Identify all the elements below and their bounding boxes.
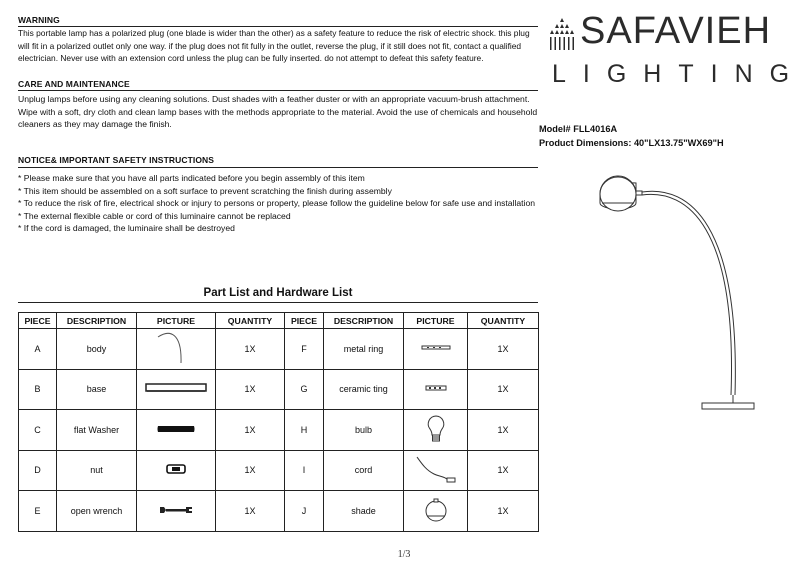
header-description: DESCRIPTION: [57, 313, 137, 329]
table-row: [19, 491, 539, 532]
header-piece: PIECE: [19, 313, 57, 329]
piece-cell: G: [285, 369, 324, 410]
nut-icon: [166, 464, 186, 474]
piece-cell: B: [19, 369, 57, 410]
base-icon: [145, 382, 207, 394]
bulb-icon: [426, 414, 446, 444]
table-header-row: [19, 313, 539, 329]
parts-title-divider: [18, 302, 538, 303]
picture-cell: [137, 329, 216, 370]
notice-item: * The external flexible cable or cord of this luminaire cannot be replaced: [18, 210, 291, 221]
arc-body-icon: [156, 331, 196, 365]
care-divider: [18, 90, 538, 91]
description-cell: bulb: [324, 410, 404, 451]
metal-ring-icon: [421, 344, 451, 352]
notice-item: * If the cord is damaged, the luminaire shall be destroyed: [18, 223, 235, 234]
description-cell: body: [57, 329, 137, 370]
brand-name: SAFAVIEH: [580, 10, 772, 52]
picture-cell: [137, 369, 216, 410]
table-row: [19, 450, 539, 491]
open-wrench-icon: [158, 504, 194, 516]
parts-table-title: Part List and Hardware List: [203, 287, 353, 299]
quantity-cell: 1X: [468, 329, 539, 370]
description-cell: nut: [57, 450, 137, 491]
piece-cell: D: [19, 450, 57, 491]
picture-cell: [404, 369, 468, 410]
notice-item: * Please make sure that you have all parts indicated before you begin assembly of this item: [18, 173, 365, 183]
piece-cell: I: [285, 450, 324, 491]
picture-cell: [404, 450, 468, 491]
piece-cell: E: [19, 491, 57, 532]
table-row: [19, 410, 539, 451]
quantity-cell: 1X: [216, 410, 285, 451]
piece-cell: F: [285, 329, 324, 370]
picture-cell: [137, 450, 216, 491]
piece-cell: A: [19, 329, 57, 370]
header-description: DESCRIPTION: [324, 313, 404, 329]
ceramic-ring-icon: [425, 384, 447, 392]
piece-cell: C: [19, 410, 57, 451]
quantity-cell: 1X: [468, 369, 539, 410]
quantity-cell: 1X: [216, 329, 285, 370]
quantity-cell: 1X: [216, 450, 285, 491]
description-cell: flat Washer: [57, 410, 137, 451]
description-cell: open wrench: [57, 491, 137, 532]
notice-item: * This item should be assembled on a soft surface to prevent scratching the finish during assembly: [18, 185, 392, 196]
description-cell: base: [57, 369, 137, 410]
piece-cell: J: [285, 491, 324, 532]
product-dimensions: Product Dimensions: 40"LX13.75"WX69"H: [539, 138, 724, 148]
care-title: CARE AND MAINTENANCE: [18, 79, 130, 89]
description-cell: cord: [324, 450, 404, 491]
notice-list: [18, 172, 536, 235]
chandelier-logo-icon: [547, 16, 577, 52]
table-row: [19, 329, 539, 370]
header-picture: PICTURE: [137, 313, 216, 329]
header-picture: PICTURE: [404, 313, 468, 329]
parts-table: [18, 312, 539, 532]
shade-icon: [424, 497, 448, 523]
brand-sub: LIGHTING: [552, 60, 807, 88]
arc-floor-lamp-illustration: [590, 165, 770, 415]
care-text: Unplug lamps before using any cleaning solutions. Dust shades with a feather duster or with an appropriate vacuum-brush attachment. Wipe with a soft, dry cloth and clean lamp bases with the methods appropriate to the material. Avoid the use of chemicals and household cleaners as they may damage the finish.: [18, 94, 538, 130]
cord-icon: [414, 454, 458, 484]
quantity-cell: 1X: [216, 369, 285, 410]
header-piece: PIECE: [285, 313, 324, 329]
piece-cell: H: [285, 410, 324, 451]
notice-title: NOTICE& IMPORTANT SAFETY INSTRUCTIONS: [18, 155, 215, 165]
notice-item: * To reduce the risk of fire, electrical shock or injury to persons or property, please follow the guideline below for safe use and installation: [18, 198, 536, 209]
header-quantity: QUANTITY: [468, 313, 539, 329]
picture-cell: [137, 410, 216, 451]
quantity-cell: 1X: [468, 491, 539, 532]
picture-cell: [137, 491, 216, 532]
notice-divider: [18, 167, 538, 168]
quantity-cell: 1X: [216, 491, 285, 532]
warning-title: WARNING: [18, 15, 60, 25]
picture-cell: [404, 329, 468, 370]
description-cell: ceramic ting: [324, 369, 404, 410]
page-number: 1/3: [397, 549, 411, 560]
quantity-cell: 1X: [468, 410, 539, 451]
quantity-cell: 1X: [468, 450, 539, 491]
description-cell: metal ring: [324, 329, 404, 370]
header-quantity: QUANTITY: [216, 313, 285, 329]
model-number: Model# FLL4016A: [539, 124, 618, 134]
picture-cell: [404, 410, 468, 451]
picture-cell: [404, 491, 468, 532]
table-row: [19, 369, 539, 410]
flat-washer-icon: [156, 424, 196, 434]
warning-text: This portable lamp has a polarized plug (one blade is wider than the other) as a safety feature to reduce the risk of electric shock. this plug will fit in a polarized outlet only one way. if the plug does not fit fully in the outlet, reverse the plug, if it still does not fit, contact a qualified electrician. Never use with an extension cord unless the plug can be fully inserted. do not attempt to defeat this safety feature.: [18, 28, 530, 64]
description-cell: shade: [324, 491, 404, 532]
